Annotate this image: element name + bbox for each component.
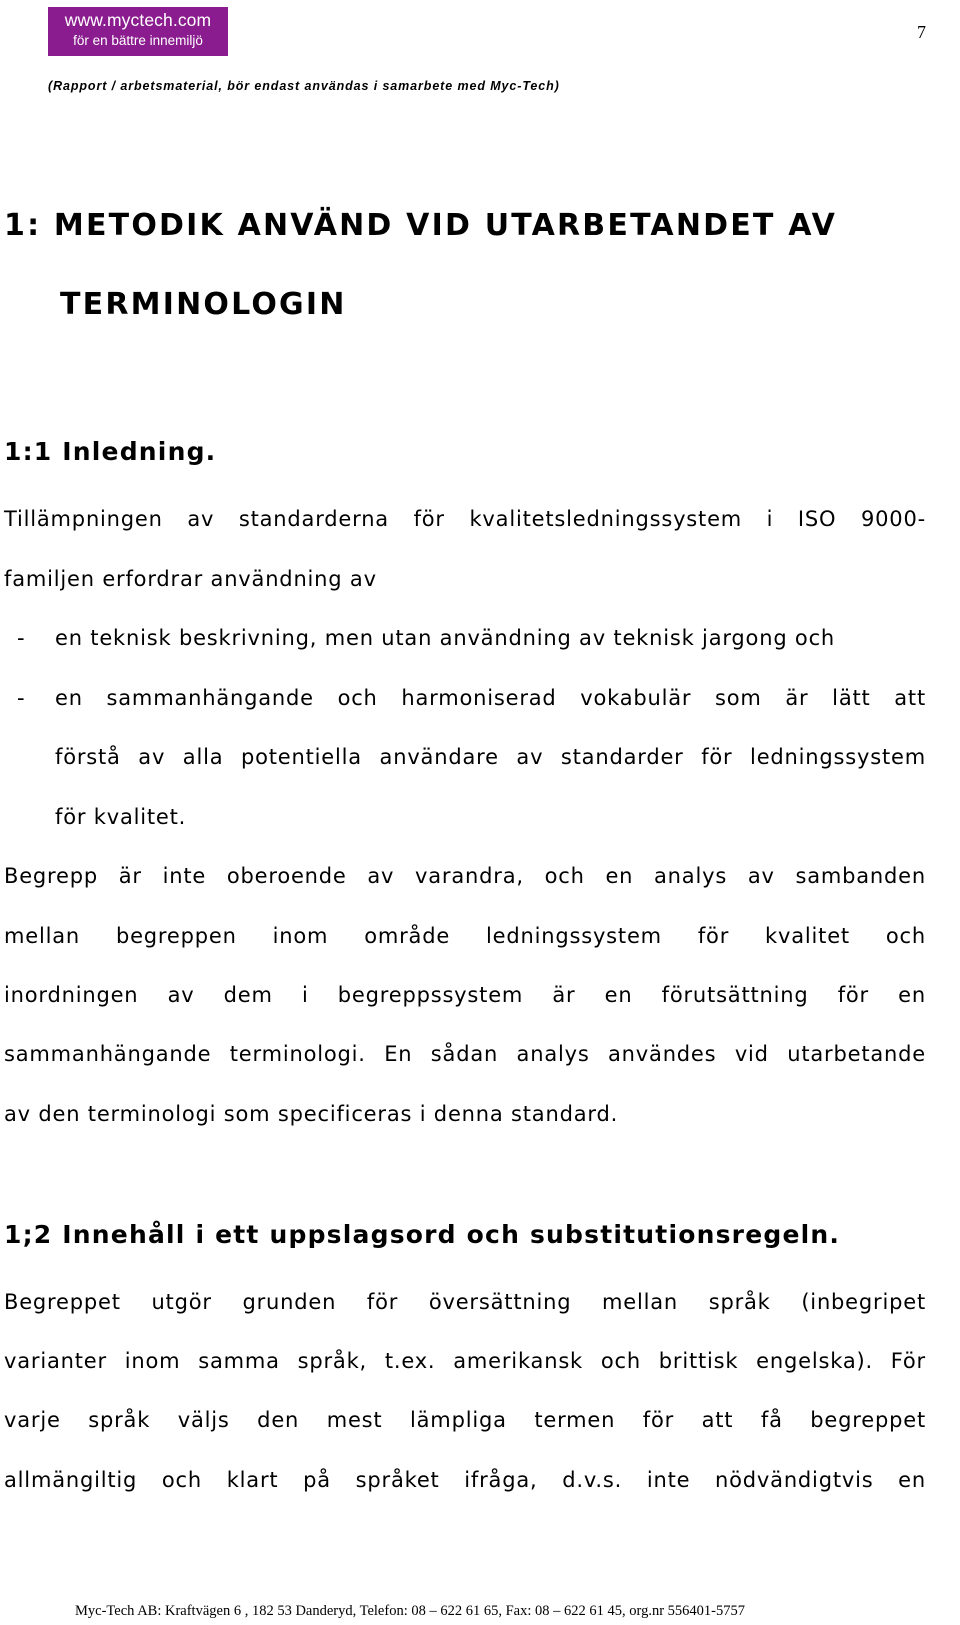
company-logo: [48, 7, 228, 56]
paragraph-1-line-5: av den terminologi som specificeras i denna standard.: [4, 1102, 619, 1126]
heading-inledning: 1:1 Inledning.: [4, 437, 217, 466]
bullet-marker-2: -: [17, 686, 25, 710]
bullet-2-line-1: en sammanhängande och harmoniserad vokabulär som är lätt att: [55, 686, 926, 710]
paragraph-2-line-3: varje språk väljs den mest lämpliga termen för att få begreppet: [4, 1408, 926, 1432]
page-number: 7: [917, 22, 926, 42]
paragraph-1-line-2: mellan begreppen inom område ledningssystem för kvalitet och: [4, 924, 926, 948]
intro-line-1: Tillämpningen av standarderna för kvalitetsledningssystem i ISO 9000-: [4, 507, 926, 531]
section-title-line1: 1: METODIK ANVÄND VID UTARBETANDET AV: [4, 208, 838, 243]
bullet-2-line-3: för kvalitet.: [55, 805, 187, 829]
logo-slogan: för en bättre innemiljö: [73, 33, 203, 48]
paragraph-2-line-2: varianter inom samma språk, t.ex. amerikansk och brittisk engelska). För: [4, 1349, 926, 1373]
paragraph-1-line-1: Begrepp är inte oberoende av varandra, och en analys av sambanden: [4, 864, 926, 888]
bullet-2-line-2: förstå av alla potentiella användare av standarder för ledningssystem: [55, 745, 926, 769]
logo-url: www.myctech.com: [64, 10, 212, 30]
paragraph-1-line-4: sammanhängande terminologi. En sådan analys användes vid utarbetande: [4, 1042, 926, 1066]
paragraph-2-line-4: allmängiltig och klart på språket ifråga, d.v.s. inte nödvändigtvis en: [4, 1468, 926, 1492]
bullet-marker-1: -: [17, 626, 25, 650]
header-note: (Rapport / arbetsmaterial, bör endast användas i samarbete med Myc-Tech): [48, 79, 560, 93]
section-title-line2: TERMINOLOGIN: [60, 287, 347, 322]
paragraph-2-line-1: Begreppet utgör grunden för översättning mellan språk (inbegripet: [4, 1290, 926, 1314]
paragraph-1-line-3: inordningen av dem i begreppssystem är en förutsättning för en: [4, 983, 926, 1007]
page-footer: Myc-Tech AB: Kraftvägen 6 , 182 53 Danderyd, Telefon: 08 – 622 61 65, Fax: 08 – 622 61 45, org.nr 556401-5757: [75, 1603, 745, 1619]
heading-innehall: 1;2 Innehåll i ett uppslagsord och substitutionsregeln.: [4, 1220, 841, 1249]
bullet-1: en teknisk beskrivning, men utan användning av teknisk jargong och: [55, 626, 836, 650]
intro-line-2: familjen erfordrar användning av: [4, 567, 377, 591]
